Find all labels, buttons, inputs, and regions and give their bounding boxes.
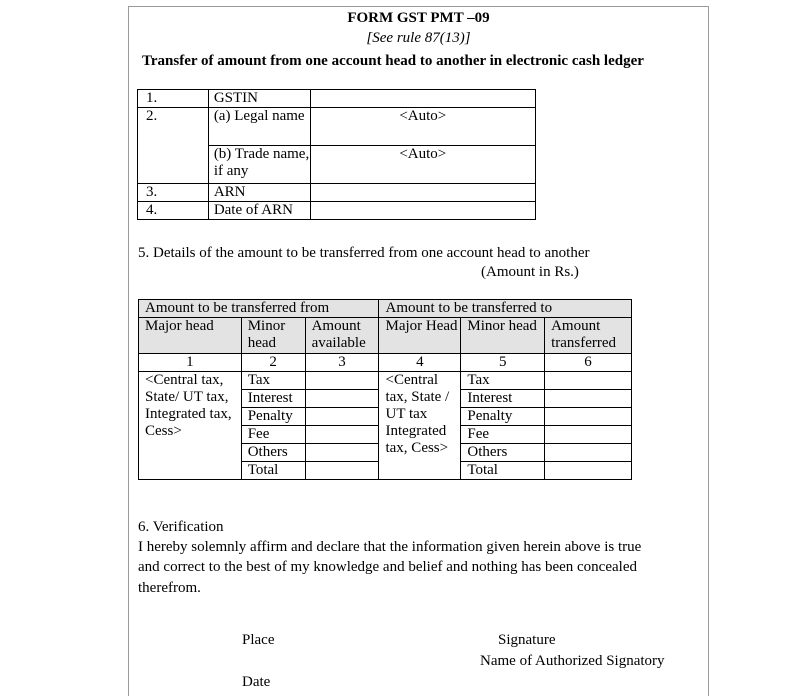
amount-available-cell[interactable]: [305, 426, 379, 444]
row-number: 1.: [138, 90, 209, 108]
column-header: Minor head: [461, 318, 545, 354]
row-number: 3.: [138, 184, 209, 202]
column-header: Amount available: [305, 318, 379, 354]
major-head-from: <Central tax, State/ UT tax, Integrated tax, Cess>: [139, 372, 242, 480]
column-header: Major head: [139, 318, 242, 354]
amount-available-cell[interactable]: [305, 390, 379, 408]
basic-details-table: [137, 89, 536, 220]
arn-date-field[interactable]: [310, 202, 535, 220]
rule-reference: [See rule 87(13)]: [366, 30, 471, 46]
minor-head-to: Interest: [461, 390, 545, 408]
minor-head-to: Tax: [461, 372, 545, 390]
table-row: [138, 202, 536, 220]
column-number: 6: [545, 354, 632, 372]
table-row: [138, 108, 536, 146]
transfer-amount-table: [138, 299, 632, 480]
amount-transferred-cell[interactable]: [545, 426, 632, 444]
verification-line: therefrom.: [138, 580, 201, 596]
column-header: Major Head: [379, 318, 461, 354]
table-row: [139, 318, 632, 354]
amount-available-cell[interactable]: [305, 408, 379, 426]
column-header: Amount transferred: [545, 318, 632, 354]
minor-head-to: Total: [461, 462, 545, 480]
legal-name-field[interactable]: <Auto>: [310, 108, 535, 146]
amount-transferred-cell[interactable]: [545, 408, 632, 426]
column-number: 5: [461, 354, 545, 372]
field-label: (b) Trade name, if any: [208, 146, 310, 184]
column-number: 2: [241, 354, 305, 372]
signature-label: Signature: [498, 632, 556, 648]
place-label: Place: [242, 632, 275, 648]
section-5-title: 5. Details of the amount to be transferred from one account head to another: [138, 245, 590, 261]
column-number: 1: [139, 354, 242, 372]
minor-head-to: Others: [461, 444, 545, 462]
amount-unit: (Amount in Rs.): [481, 264, 579, 280]
table-row: [139, 372, 632, 390]
amount-transferred-cell[interactable]: [545, 372, 632, 390]
major-head-to: <Central tax, State / UT tax Integrated tax, Cess>: [379, 372, 461, 480]
date-label: Date: [242, 674, 271, 690]
arn-field[interactable]: [310, 184, 535, 202]
table-row: [138, 90, 536, 108]
field-label: ARN: [208, 184, 310, 202]
amount-available-cell[interactable]: [305, 372, 379, 390]
column-number: 3: [305, 354, 379, 372]
minor-head-from: Total: [241, 462, 305, 480]
table-row: [139, 354, 632, 372]
table-row: [139, 300, 632, 318]
field-label: (a) Legal name: [208, 108, 310, 146]
row-number: 4.: [138, 202, 209, 220]
amount-transferred-cell[interactable]: [545, 462, 632, 480]
gstin-field[interactable]: [310, 90, 535, 108]
minor-head-to: Fee: [461, 426, 545, 444]
minor-head-from: Fee: [241, 426, 305, 444]
field-label: GSTIN: [208, 90, 310, 108]
amount-available-cell[interactable]: [305, 462, 379, 480]
form-heading: Transfer of amount from one account head to another in electronic cash ledger: [142, 53, 644, 69]
field-label: Date of ARN: [208, 202, 310, 220]
amount-available-cell[interactable]: [305, 444, 379, 462]
group-header-to: Amount to be transferred to: [379, 300, 632, 318]
verification-line: I hereby solemnly affirm and declare that the information given herein above is true: [138, 539, 642, 555]
column-header: Minor head: [241, 318, 305, 354]
section-6-title: 6. Verification: [138, 519, 224, 535]
signatory-label: Name of Authorized Signatory: [480, 653, 665, 669]
column-number: 4: [379, 354, 461, 372]
trade-name-field[interactable]: <Auto>: [310, 146, 535, 184]
amount-transferred-cell[interactable]: [545, 444, 632, 462]
group-header-from: Amount to be transferred from: [139, 300, 379, 318]
minor-head-from: Others: [241, 444, 305, 462]
minor-head-to: Penalty: [461, 408, 545, 426]
verification-line: and correct to the best of my knowledge and belief and nothing has been concealed: [138, 559, 637, 575]
minor-head-from: Tax: [241, 372, 305, 390]
amount-transferred-cell[interactable]: [545, 390, 632, 408]
form-title: FORM GST PMT –09: [347, 10, 490, 26]
table-row: [138, 184, 536, 202]
minor-head-from: Penalty: [241, 408, 305, 426]
row-number: 2.: [138, 108, 209, 184]
minor-head-from: Interest: [241, 390, 305, 408]
